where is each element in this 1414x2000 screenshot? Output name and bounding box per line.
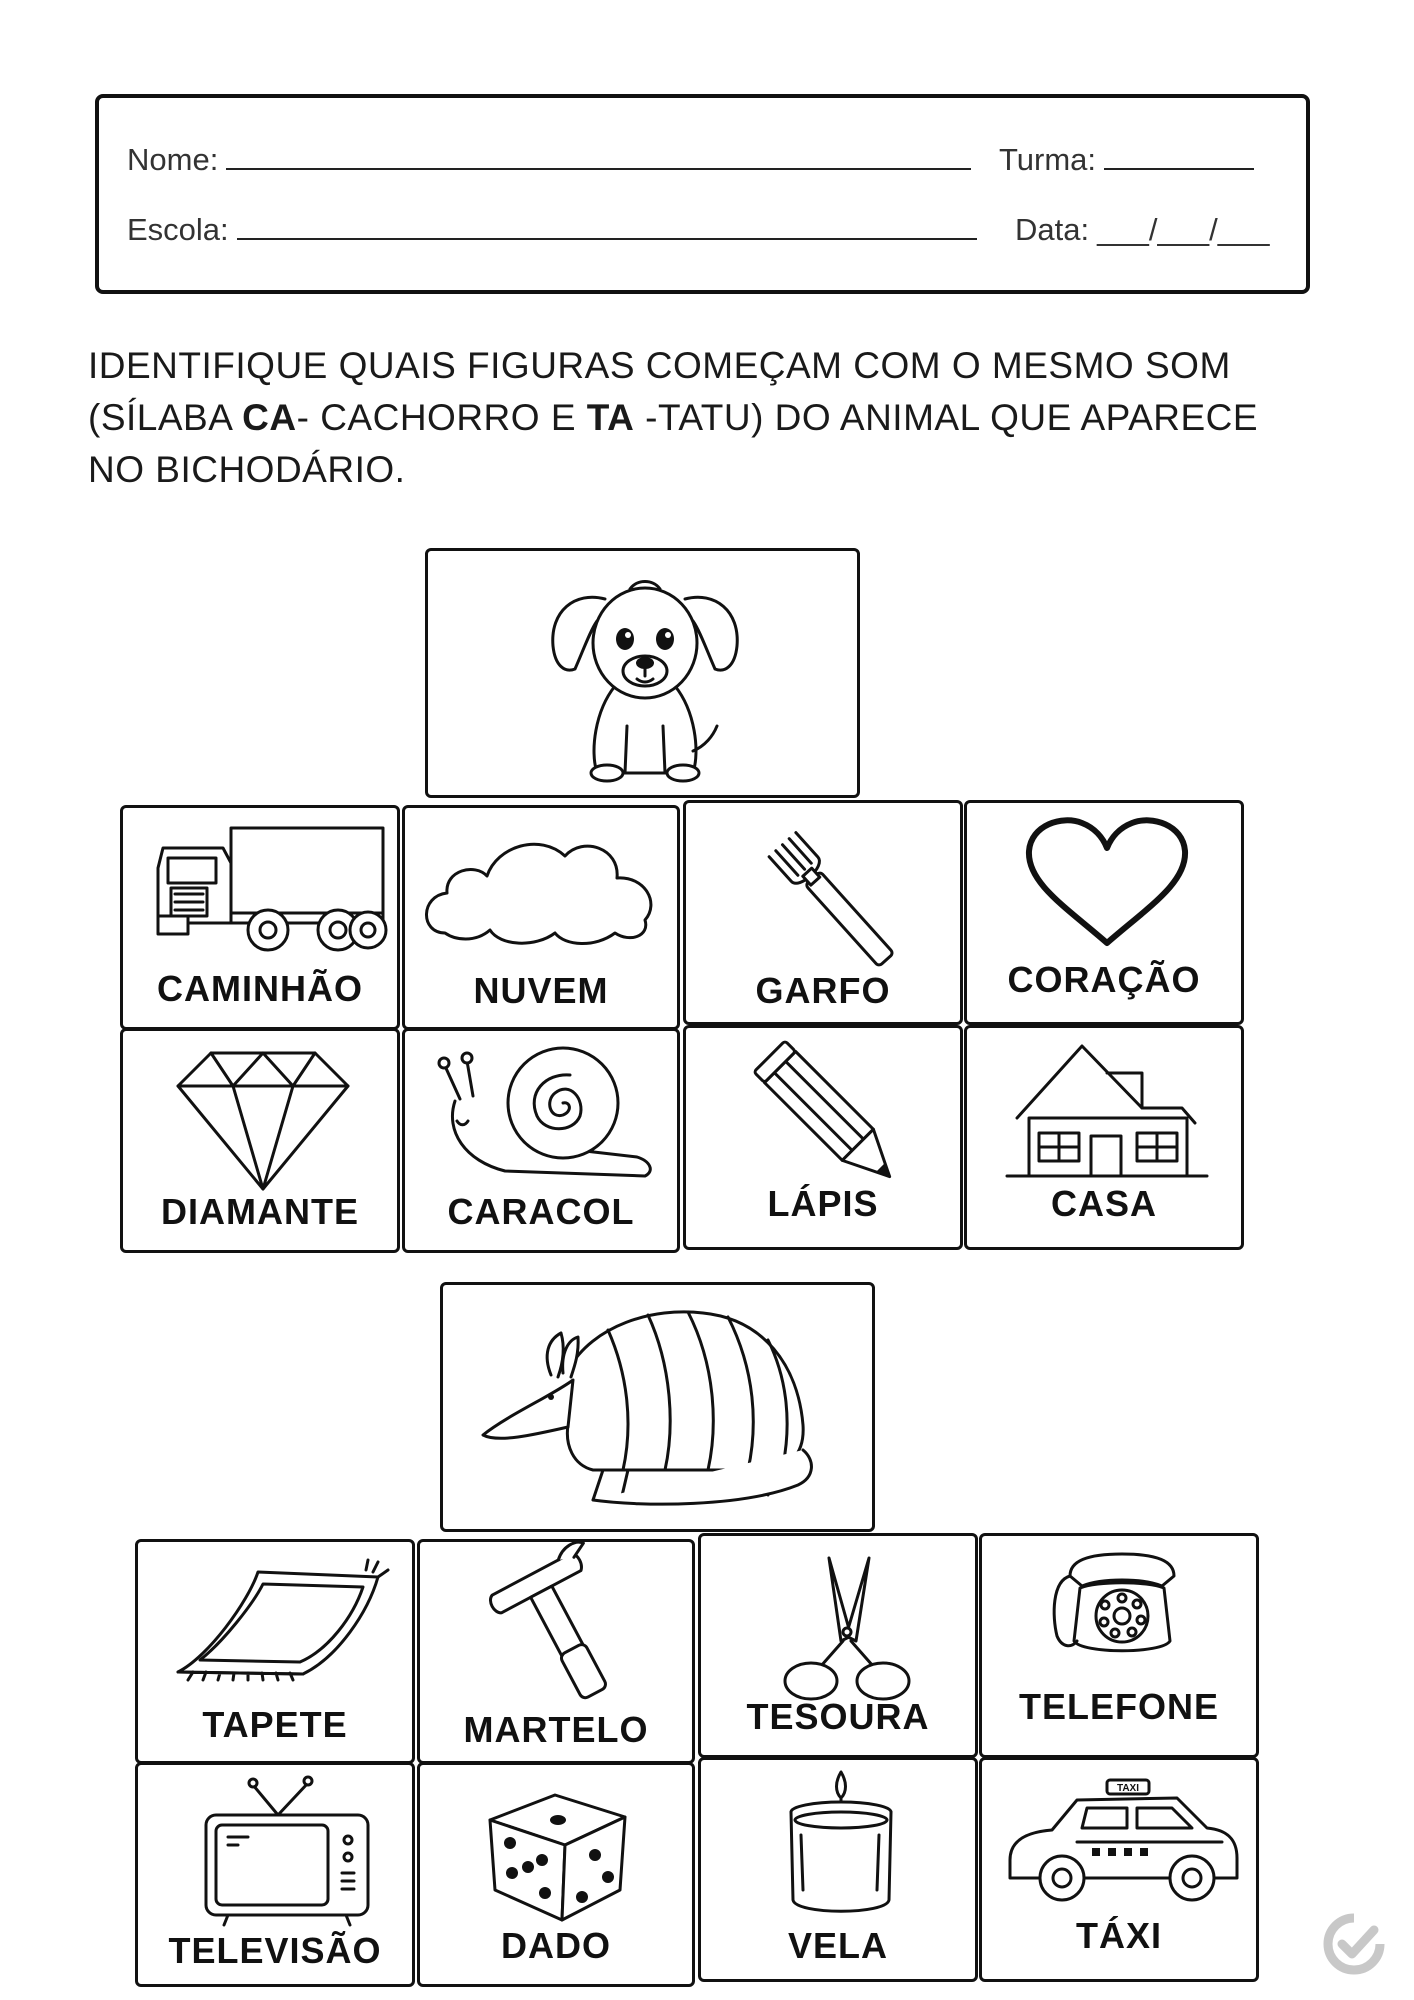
card-label: NUVEM <box>473 970 609 1011</box>
class-field[interactable] <box>1104 144 1254 170</box>
truck-icon <box>123 808 403 968</box>
card-tapete[interactable] <box>135 1539 415 1764</box>
card-label: VELA <box>787 1925 888 1966</box>
school-line <box>127 212 977 248</box>
card-label: DADO <box>501 1925 611 1966</box>
puppy-icon <box>428 551 863 801</box>
hammer-icon <box>420 1542 698 1707</box>
card-dado[interactable] <box>417 1762 695 1987</box>
name-line <box>127 142 971 178</box>
card-caminhao[interactable] <box>120 805 400 1030</box>
student-info-box <box>95 94 1310 294</box>
instructions-text <box>88 340 1318 496</box>
card-label: CORAÇÃO <box>1007 959 1201 1000</box>
television-icon <box>138 1765 418 1930</box>
card-label: DIAMANTE <box>161 1191 359 1232</box>
card-telefone[interactable] <box>979 1533 1259 1758</box>
card-nuvem[interactable] <box>402 805 680 1030</box>
card-caracol[interactable] <box>402 1028 680 1253</box>
class-label: Turma: <box>999 142 1097 177</box>
card-label: CASA <box>1050 1183 1157 1224</box>
card-casa[interactable] <box>964 1025 1244 1250</box>
rug-icon <box>138 1542 418 1702</box>
card-garfo[interactable] <box>683 800 963 1025</box>
pencil-icon <box>686 1028 966 1188</box>
card-taxi[interactable] <box>979 1757 1259 1982</box>
card-label: TELEVISÃO <box>168 1930 382 1971</box>
telephone-icon <box>982 1536 1262 1691</box>
syllable-ca: CA <box>242 397 297 438</box>
card-martelo[interactable] <box>417 1539 695 1764</box>
card-label: TELEFONE <box>1018 1686 1219 1727</box>
school-field[interactable] <box>237 214 977 240</box>
card-tesoura[interactable] <box>698 1533 978 1758</box>
diamond-icon <box>123 1031 403 1196</box>
card-label: LÁPIS <box>767 1183 879 1224</box>
syllable-ta: TA <box>586 397 635 438</box>
card-vela[interactable] <box>698 1757 978 1982</box>
instructions-part1: IDENTIFIQUE QUAIS FIGURAS COMEÇAM COM O MESMO SOM (SÍLABA <box>88 345 1231 438</box>
cloud-icon <box>405 808 683 968</box>
scissors-icon <box>701 1536 981 1701</box>
instructions-part2: - CACHORRO E <box>296 397 587 438</box>
dice-icon <box>420 1765 698 1925</box>
fork-icon <box>686 803 966 968</box>
class-line <box>999 142 1254 178</box>
date-line <box>1015 212 1270 248</box>
name-label: Nome: <box>127 142 219 177</box>
card-coracao[interactable] <box>964 800 1244 1025</box>
armadillo-box <box>440 1282 875 1532</box>
taxi-sign: TAXI <box>1116 1783 1140 1794</box>
taxi-icon <box>982 1760 1262 1920</box>
heart-icon <box>967 803 1247 953</box>
card-label: TÁXI <box>1075 1915 1162 1956</box>
armadillo-icon <box>443 1285 878 1535</box>
candle-icon <box>701 1760 981 1925</box>
card-diamante[interactable] <box>120 1028 400 1253</box>
card-label: GARFO <box>755 970 891 1011</box>
card-label: TAPETE <box>202 1704 348 1745</box>
snail-icon <box>405 1031 683 1196</box>
puppy-box <box>425 548 860 798</box>
card-label: CAMINHÃO <box>157 968 363 1009</box>
name-field[interactable] <box>226 144 971 170</box>
instructions-part3: -TATU) DO ANIMAL QUE APARECE NO BICHODÁRIO. <box>88 397 1259 490</box>
card-lapis[interactable] <box>683 1025 963 1250</box>
card-label: CARACOL <box>447 1191 635 1232</box>
card-label: TESOURA <box>746 1696 930 1737</box>
date-label: Data: <box>1015 212 1090 247</box>
card-label: MARTELO <box>463 1709 649 1750</box>
house-icon <box>967 1028 1247 1188</box>
date-field[interactable]: ___/___/___ <box>1097 212 1270 247</box>
school-label: Escola: <box>127 212 229 247</box>
card-televisao[interactable] <box>135 1762 415 1987</box>
check-logo-icon <box>1322 1912 1386 1976</box>
